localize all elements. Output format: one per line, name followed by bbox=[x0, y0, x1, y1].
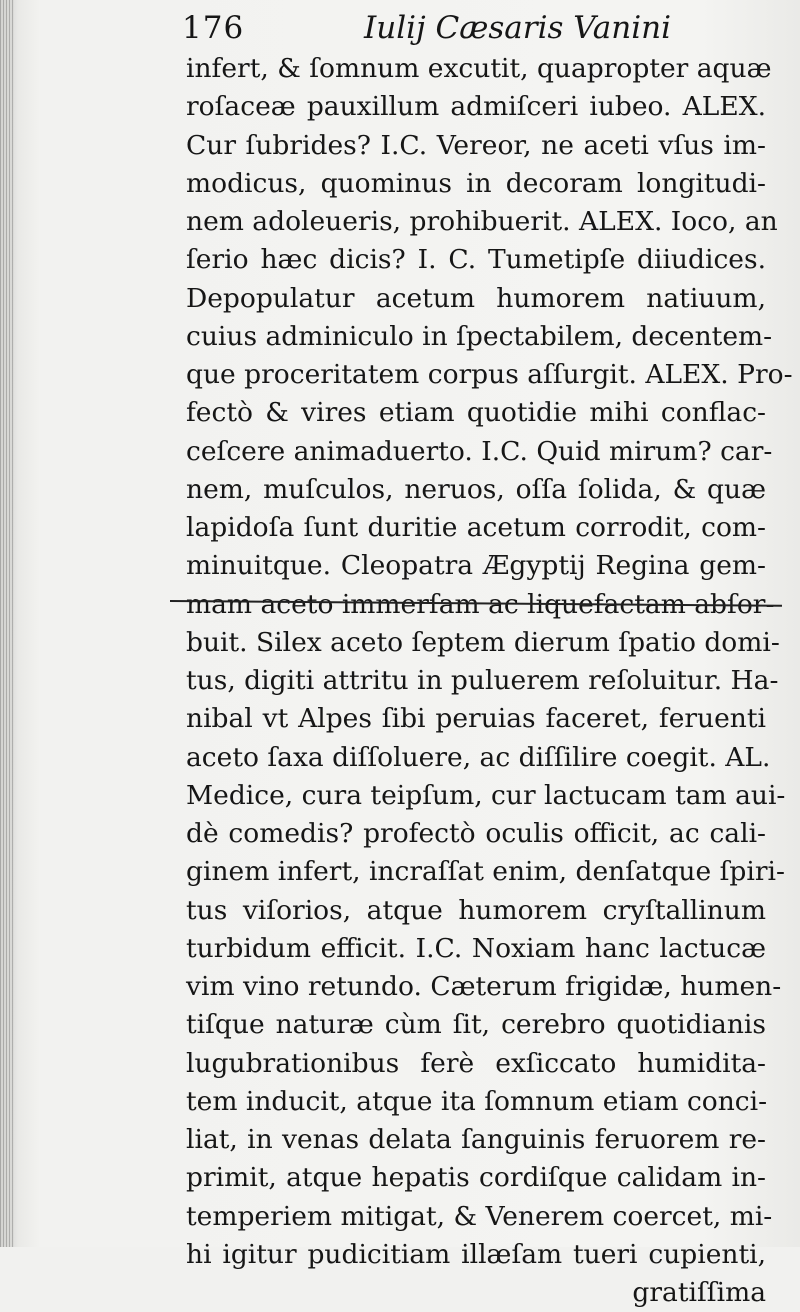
text-line: infert, & ſomnum excutit, quapropter aquæ bbox=[186, 53, 772, 84]
text-line: ceſcere animaduerto. I.C. Quid mirum? car- bbox=[186, 435, 773, 467]
text-line: primit, atque hepatis cordiſque calidam in- bbox=[186, 1162, 766, 1194]
text-line: minuitque. Cleopatra Ægyptij Regina gem- bbox=[186, 550, 766, 582]
page-number: 176 bbox=[182, 10, 245, 46]
text-line: tem inducit, atque ita ſomnum etiam conci- bbox=[186, 1085, 768, 1117]
text-line: turbidum efficit. I.C. Noxiam hanc lactucæ bbox=[186, 932, 766, 964]
text-line: roſaceæ pauxillum admiſceri iubeo. ALEX. bbox=[186, 91, 766, 123]
text-line: cuius adminiculo in ſpectabilem, decentem- bbox=[186, 320, 773, 352]
text-line: buit. Silex aceto ſeptem dierum ſpatio domi- bbox=[186, 626, 780, 658]
running-head: Iulij Cæsaris Vanini bbox=[364, 10, 672, 46]
catchword: gratiſſima bbox=[632, 1277, 766, 1308]
text-line: tus viſorios, atque humorem cryſtallinum bbox=[186, 894, 766, 926]
text-line: nem adoleueris, prohibuerit. ALEX. Ioco, an bbox=[186, 206, 778, 237]
page-gutter bbox=[0, 0, 14, 1247]
body-text bbox=[186, 50, 793, 1312]
text-line: tus, digiti attritu in puluerem reſoluitur. Ha- bbox=[186, 665, 779, 696]
text-line: hi igitur pudicitiam illæſam tueri cupienti, bbox=[186, 1238, 766, 1270]
text-line: Cur ſubrides? I.C. Vereor, ne aceti vſus im- bbox=[186, 129, 766, 161]
text-line: que proceritatem corpus aſſurgit. ALEX. Pro- bbox=[186, 359, 793, 390]
text-line: vim vino retundo. Cæterum frigidæ, humen- bbox=[186, 971, 782, 1002]
text-line: nibal vt Alpes ſibi peruias faceret, feruenti bbox=[186, 703, 766, 735]
text-line: Depopulatur acetum humorem natiuum, bbox=[186, 282, 766, 314]
text-line: lapidoſa ſunt duritie acetum corrodit, com- bbox=[186, 512, 766, 543]
text-line: mam aceto immerſam ac liquefactam abſor- bbox=[186, 588, 775, 620]
text-line: lugubrationibus ferè exſiccato humidita- bbox=[186, 1047, 766, 1079]
text-line: liat, in venas delata ſanguinis feruorem re- bbox=[186, 1124, 766, 1155]
text-line: dè comedis? profectò oculis officit, ac cali- bbox=[186, 818, 766, 849]
text-line: temperiem mitigat, & Venerem coercet, mi- bbox=[186, 1200, 773, 1232]
text-line: modicus, quominus in decoram longitudi- bbox=[186, 167, 766, 199]
text-line: nem, muſculos, neruos, oſſa ſolida, & quæ bbox=[186, 473, 766, 505]
text-line: aceto ſaxa diſſoluere, ac diſſilire coegit. AL. bbox=[186, 741, 771, 773]
text-line: fectò & vires etiam quotidie mihi conflac- bbox=[186, 397, 766, 429]
page-header bbox=[182, 6, 772, 50]
text-line: ſerio hæc dicis? I. C. Tumetipſe diiudices. bbox=[186, 244, 766, 276]
text-line: tiſque naturæ cùm ſit, cerebro quotidianis bbox=[186, 1009, 766, 1041]
text-line: Medice, cura teipſum, cur lactucam tam aui- bbox=[186, 779, 786, 811]
text-line: ginem infert, incraſſat enim, denſatque ſpiri- bbox=[186, 856, 785, 888]
